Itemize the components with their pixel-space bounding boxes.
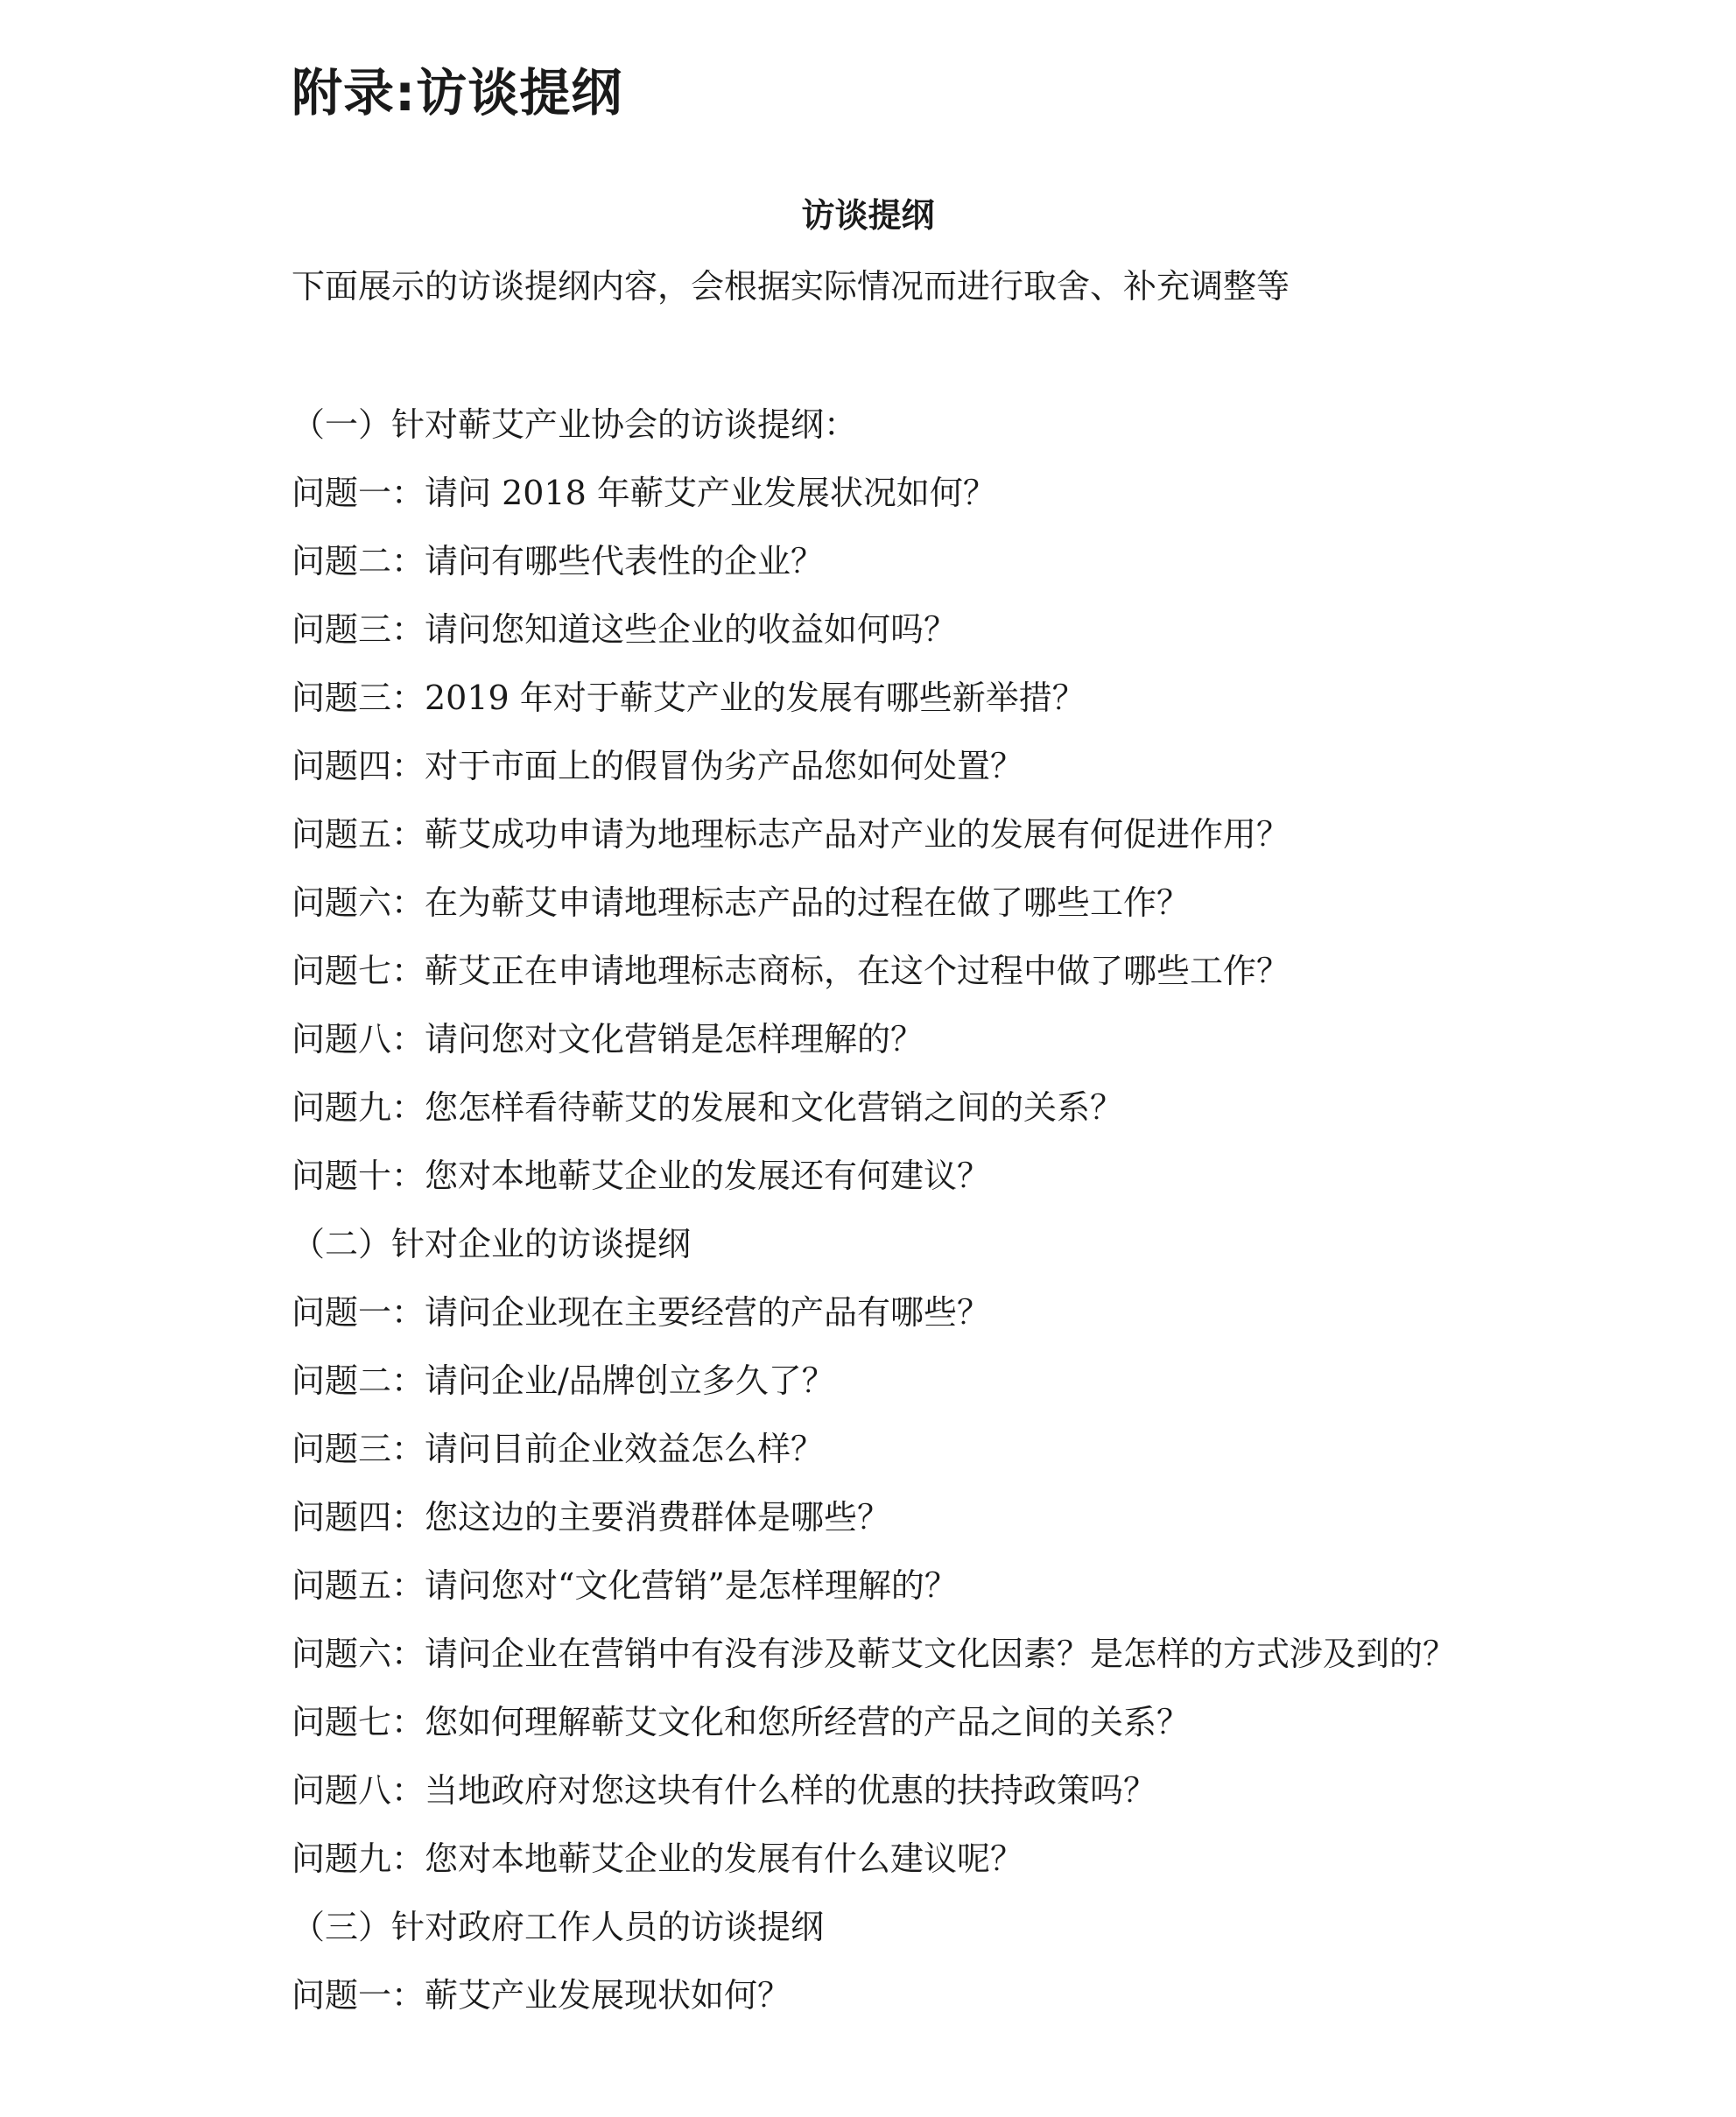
question-item: 问题四：您这边的主要消费群体是哪些？ <box>292 1498 891 1537</box>
question-item: 问题六：请问企业在营销中有没有涉及蕲艾文化因素？是怎样的方式涉及到的？ <box>292 1635 1457 1673</box>
section-heading-government: （三）针对政府工作人员的访谈提纲 <box>292 1908 825 1946</box>
question-item: 问题五：蕲艾成功申请为地理标志产品对产业的发展有何促进作用？ <box>292 815 1290 854</box>
intro-paragraph: 下面展示的访谈提纲内容，会根据实际情况而进行取舍、补充调整等 <box>292 267 1290 306</box>
question-item: 问题三：2019 年对于蕲艾产业的发展有哪些新举措？ <box>292 679 1086 717</box>
question-item: 问题一：请问 2018 年蕲艾产业发展状况如何？ <box>292 474 996 512</box>
question-item: 问题八：当地政府对您这块有什么样的优惠的扶持政策吗？ <box>292 1771 1157 1810</box>
question-item: 问题一：蕲艾产业发展现状如何？ <box>292 1976 791 2015</box>
question-item: 问题一：请问企业现在主要经营的产品有哪些？ <box>292 1293 991 1332</box>
question-item: 问题三：请问您知道这些企业的收益如何吗？ <box>292 610 958 649</box>
question-item: 问题八：请问您对文化营销是怎样理解的？ <box>292 1020 924 1058</box>
question-item: 问题七：您如何理解蕲艾文化和您所经营的产品之间的关系？ <box>292 1703 1191 1741</box>
question-item: 问题二：请问企业/品牌创立多久了？ <box>292 1361 835 1400</box>
section-heading-association: （一）针对蕲艾产业协会的访谈提纲： <box>292 405 858 444</box>
question-item: 问题五：请问您对“文化营销”是怎样理解的？ <box>292 1566 958 1605</box>
interview-outline <box>292 390 1605 2029</box>
question-item: 问题九：您对本地蕲艾企业的发展有什么建议呢？ <box>292 1839 1024 1878</box>
question-item: 问题九：您怎样看待蕲艾的发展和文化营销之间的关系？ <box>292 1088 1124 1127</box>
question-item: 问题十：您对本地蕲艾企业的发展还有何建议？ <box>292 1157 991 1195</box>
document-title: 访谈提纲 <box>801 196 935 235</box>
section-heading-enterprise: （二）针对企业的访谈提纲 <box>292 1225 692 1263</box>
question-item: 问题六：在为蕲艾申请地理标志产品的过程在做了哪些工作？ <box>292 883 1191 922</box>
appendix-heading: 附录:访谈提纲 <box>292 63 623 123</box>
question-item: 问题七：蕲艾正在申请地理标志商标，在这个过程中做了哪些工作？ <box>292 952 1290 990</box>
question-item: 问题四：对于市面上的假冒伪劣产品您如何处置？ <box>292 747 1024 785</box>
question-item: 问题二：请问有哪些代表性的企业？ <box>292 542 825 580</box>
question-item: 问题三：请问目前企业效益怎么样？ <box>292 1430 825 1468</box>
